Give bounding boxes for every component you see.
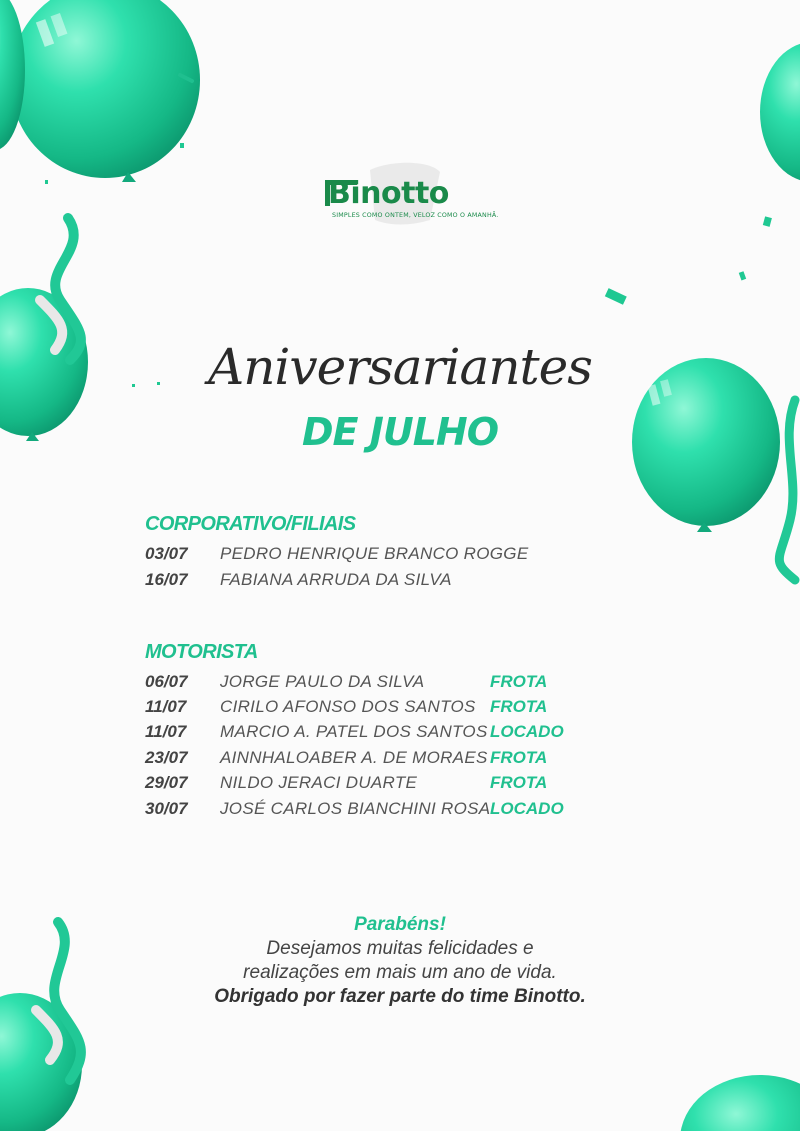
section-title-motorista: MOTORISTA — [145, 641, 258, 663]
person-name: CIRILO AFONSO DOS SANTOS — [220, 697, 476, 716]
fleet-tag: LOCADO — [490, 799, 564, 818]
birthday-date: 06/07 — [145, 672, 188, 691]
person-name: FABIANA ARRUDA DA SILVA — [220, 570, 452, 589]
birthday-date: 11/07 — [145, 697, 187, 716]
person-name: PEDRO HENRIQUE BRANCO ROGGE — [220, 544, 529, 563]
person-name: MARCIO A. PATEL DOS SANTOS — [220, 722, 488, 741]
birthday-date: 29/07 — [145, 773, 188, 792]
fleet-tag: FROTA — [490, 697, 548, 716]
logo-tagline: SIMPLES COMO ONTEM, VELOZ COMO O AMANHÃ. — [332, 212, 499, 219]
person-name: JORGE PAULO DA SILVA — [220, 672, 425, 691]
balloon-icon — [680, 1075, 800, 1131]
person-name: AINNHALOABER A. DE MORAES — [220, 748, 488, 767]
birthday-date: 16/07 — [145, 570, 188, 589]
congrats-text: Parabéns! — [354, 914, 446, 935]
fleet-tag: FROTA — [490, 672, 548, 691]
person-name: NILDO JERACI DUARTE — [220, 773, 418, 792]
fleet-tag: FROTA — [490, 748, 548, 767]
title-script: Aniversariantes — [208, 338, 592, 396]
wishes-line-2: realizações em mais um ano de vida. — [243, 962, 557, 983]
birthday-date: 30/07 — [145, 799, 188, 818]
wishes-line-1: Desejamos muitas felicidades e — [266, 938, 534, 959]
birthday-date: 11/07 — [145, 722, 187, 741]
logo-wordmark: Binotto — [328, 176, 449, 211]
section-title-corporativo: CORPORATIVO/FILIAIS — [145, 513, 356, 535]
person-name: JOSÉ CARLOS BIANCHINI ROSA — [220, 799, 491, 818]
fleet-tag: LOCADO — [490, 722, 564, 741]
balloon-icon — [0, 0, 25, 150]
footer-message — [0, 913, 800, 1009]
balloon-icon — [10, 0, 200, 182]
birthday-date: 03/07 — [145, 544, 188, 563]
title-sub: DE JULHO — [301, 410, 499, 454]
fleet-tag: FROTA — [490, 773, 548, 792]
birthday-date: 23/07 — [145, 748, 188, 767]
balloon-icon — [760, 42, 800, 182]
thanks-text: Obrigado por fazer parte do time Binotto. — [214, 986, 586, 1007]
binotto-logo — [320, 160, 499, 230]
